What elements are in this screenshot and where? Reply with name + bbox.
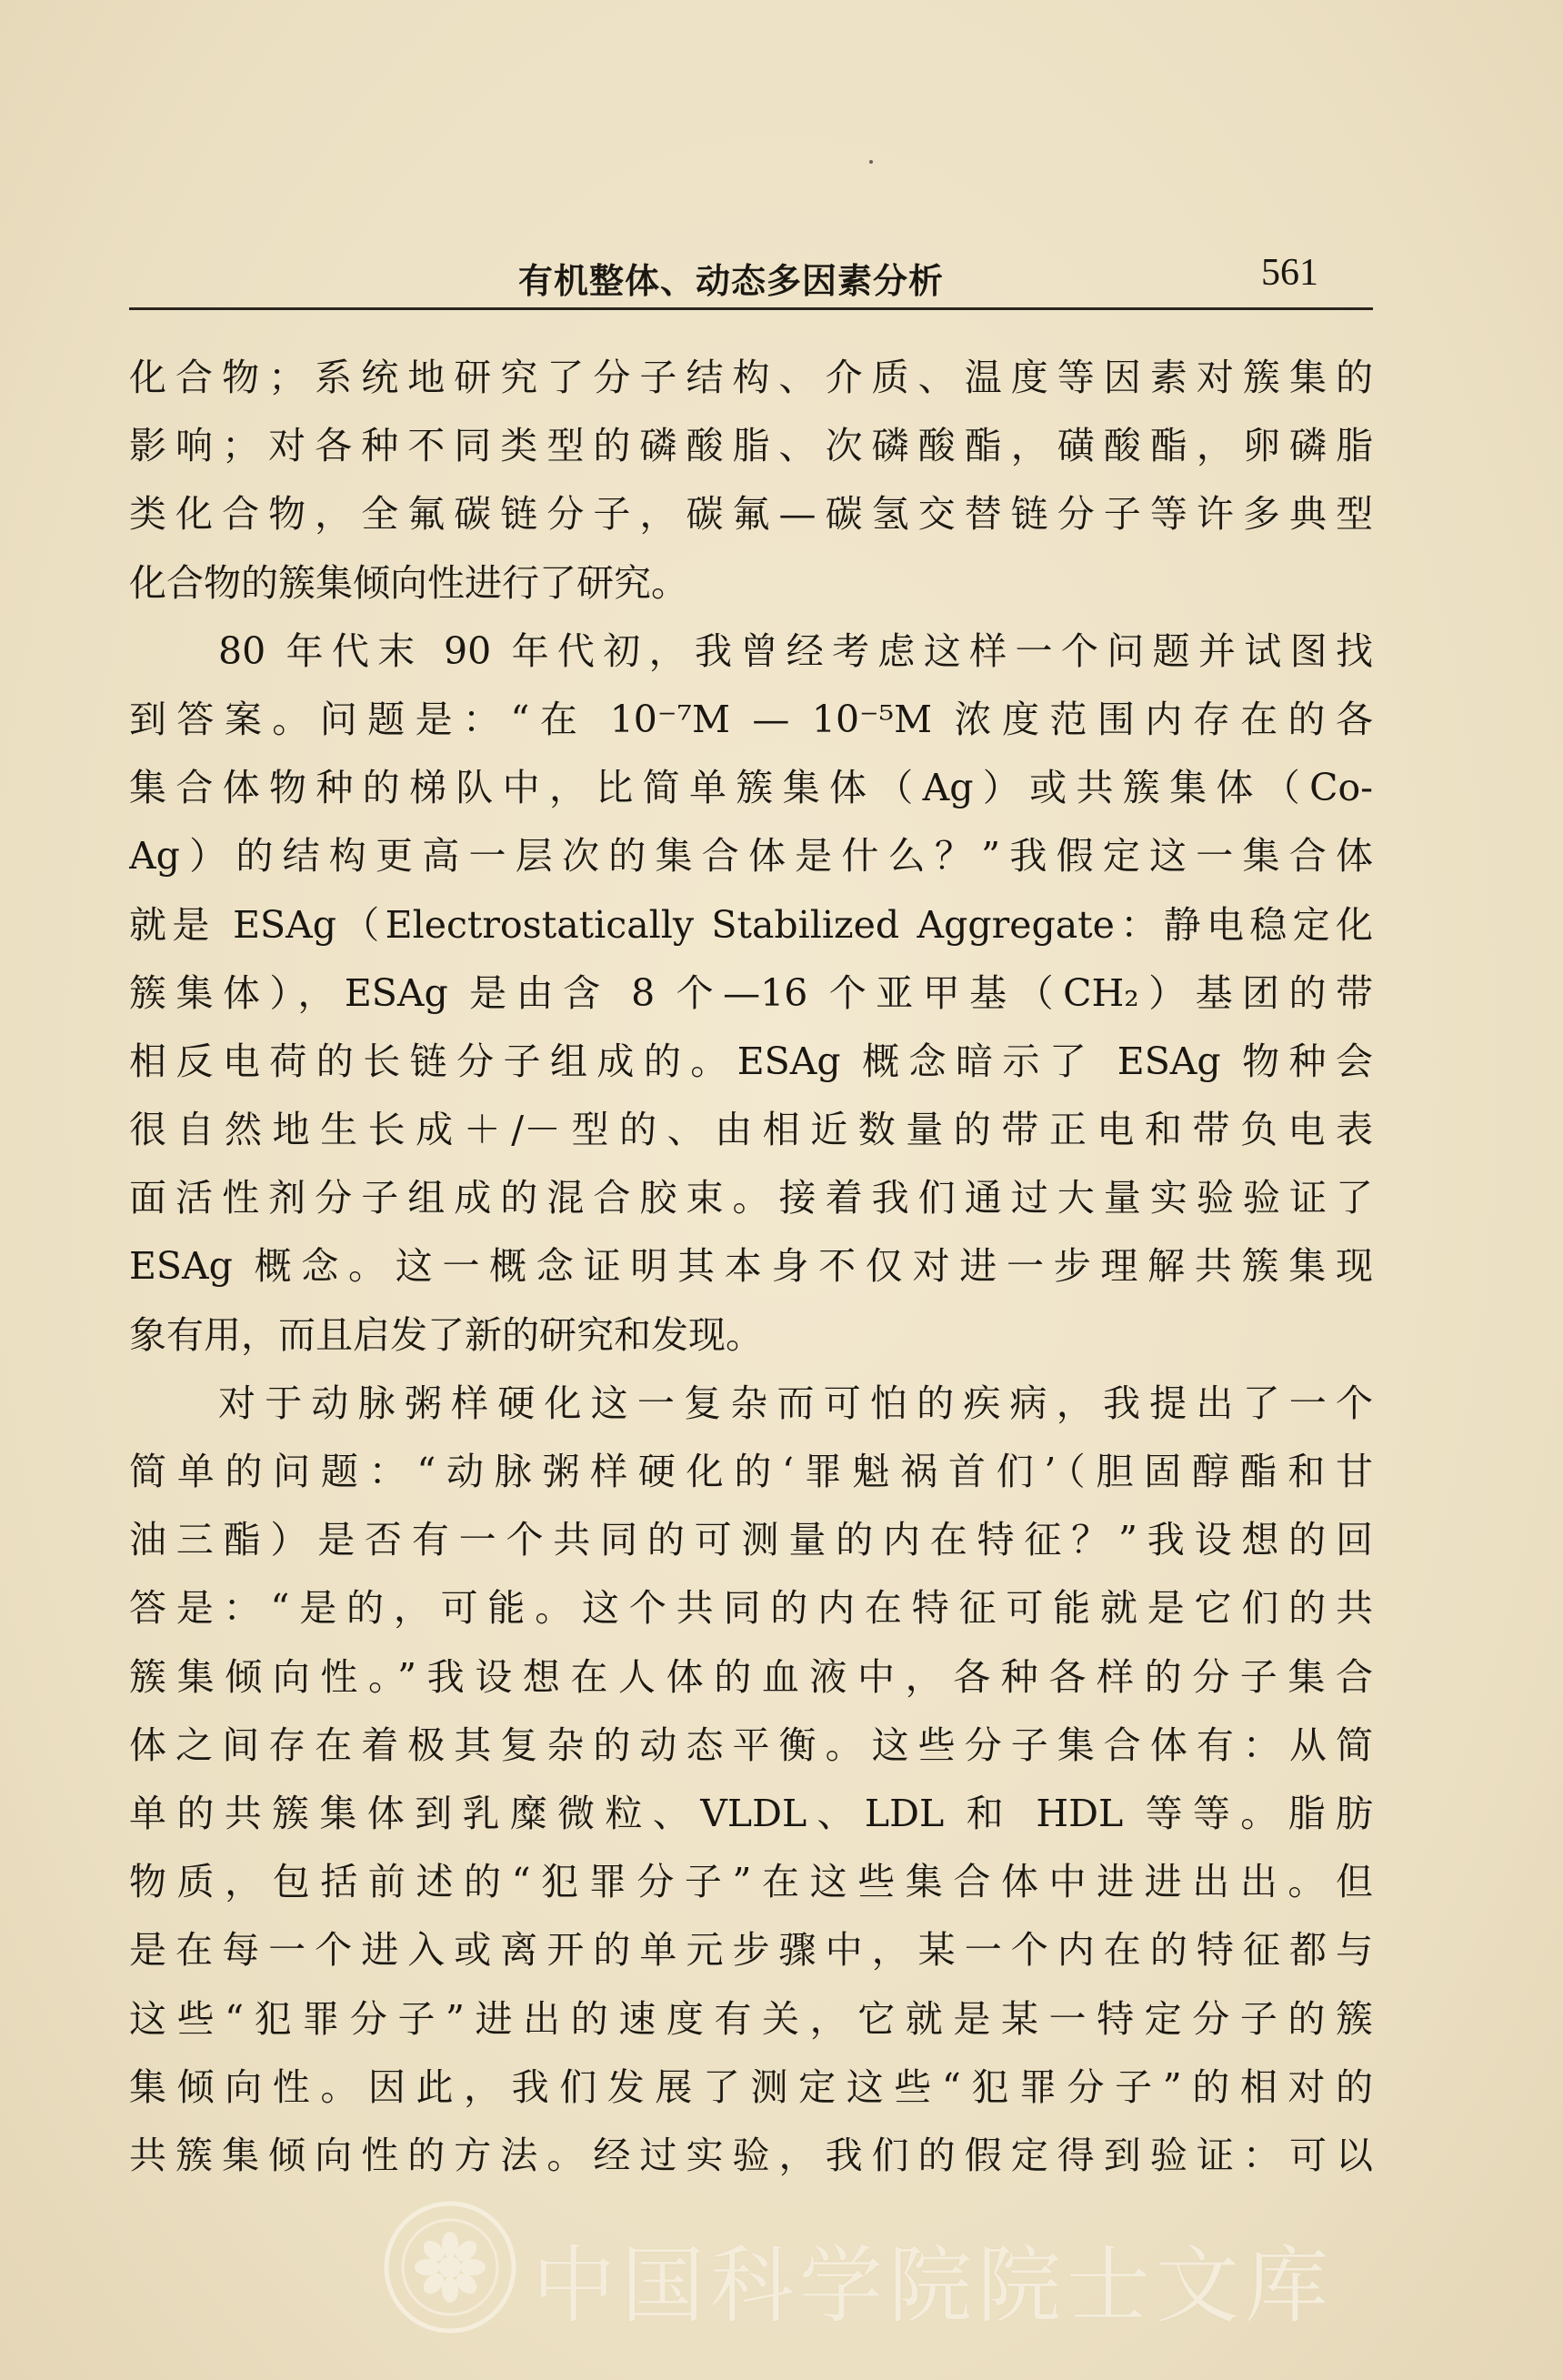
watermark xyxy=(382,2199,1346,2335)
text-line: 体之间存在着极其复杂的动态平衡。这些分子集合体有：从简 xyxy=(129,1722,1373,1767)
page-number: 561 xyxy=(1261,252,1318,294)
text-line: 80 年代末 90 年代初，我曾经考虑这样一个问题并试图找 xyxy=(218,628,1373,673)
text-line: 油三酯）是否有一个共同的可测量的内在特征？”我设想的回 xyxy=(129,1518,1373,1562)
text-line: 就是 ESAg（Electrostatically Stabilized Aggregate：静电稳定化 xyxy=(129,902,1373,947)
text-line: 共簇集倾向性的方法。经过实验，我们的假定得到验证：可以 xyxy=(129,2133,1373,2177)
body-text xyxy=(129,344,1373,2190)
text-line: 单的共簇集体到乳糜微粒、VLDL、LDL 和 HDL 等等。脂肪 xyxy=(129,1791,1373,1835)
text-line: 簇集体），ESAg 是由含 8 个—16 个亚甲基（CH₂）基团的带 xyxy=(129,970,1373,1015)
page-header xyxy=(129,244,1373,310)
text-line: 对于动脉粥样硬化这一复杂而可怕的疾病，我提出了一个 xyxy=(218,1381,1373,1425)
cas-emblem-icon xyxy=(382,2199,518,2335)
text-line: 化合物的簇集倾向性进行了研究。 xyxy=(129,560,688,605)
text-line: Ag）的结构更高一层次的集合体是什么？”我假定这一集合体 xyxy=(129,834,1373,879)
print-speck xyxy=(869,160,873,164)
text-line: 到答案。问题是：“在 10⁻⁷M — 10⁻⁵M 浓度范围内存在的各 xyxy=(129,697,1373,741)
text-line: 面活性剂分子组成的混合胶束。接着我们通过大量实验验证了 xyxy=(129,1176,1373,1220)
text-line: 相反电荷的长链分子组成的。ESAg 概念暗示了 ESAg 物种会 xyxy=(129,1039,1373,1083)
text-line: 是在每一个进入或离开的单元步骤中，某一个内在的特征都与 xyxy=(129,1928,1373,1973)
text-line: 集合体物种的梯队中，比简单簇集体（Ag）或共簇集体（Co- xyxy=(129,766,1373,810)
text-line: 答是：“是的，可能。这个共同的内在特征可能就是它们的共 xyxy=(129,1586,1373,1631)
watermark-text: 中国科学院院士文库 xyxy=(532,2237,1335,2335)
text-line: 集倾向性。因此，我们发展了测定这些“犯罪分子”的相对的 xyxy=(129,2064,1373,2109)
text-line: 簇集倾向性。”我设想在人体的血液中，各种各样的分子集合 xyxy=(129,1654,1373,1699)
text-line: 影响；对各种不同类型的磷酸脂、次磷酸酯，磺酸酯，卵磷脂 xyxy=(129,424,1373,468)
text-line: 这些“犯罪分子”进出的速度有关，它就是某一特定分子的簇 xyxy=(129,1996,1373,2041)
text-line: 象有用，而且启发了新的研究和发现。 xyxy=(129,1312,763,1357)
running-head: 有机整体、动态多因素分析 xyxy=(518,261,945,301)
text-line: 简单的问题：“动脉粥样硬化的‘罪魁祸首们’（胆固醇酯和甘 xyxy=(129,1450,1373,1493)
text-line: 类化合物，全氟碳链分子，碳氟—碳氢交替链分子等许多典型 xyxy=(129,492,1373,537)
text-line: ESAg 概念。这一概念证明其本身不仅对进一步理解共簇集现 xyxy=(129,1244,1373,1289)
text-line: 物质，包括前述的“犯罪分子”在这些集合体中进进出出。但 xyxy=(129,1860,1373,1904)
text-line: 很自然地生长成＋/－型的、由相近数量的带正电和带负电表 xyxy=(129,1108,1373,1152)
text-line: 化合物；系统地研究了分子结构、介质、温度等因素对簇集的 xyxy=(129,356,1373,399)
